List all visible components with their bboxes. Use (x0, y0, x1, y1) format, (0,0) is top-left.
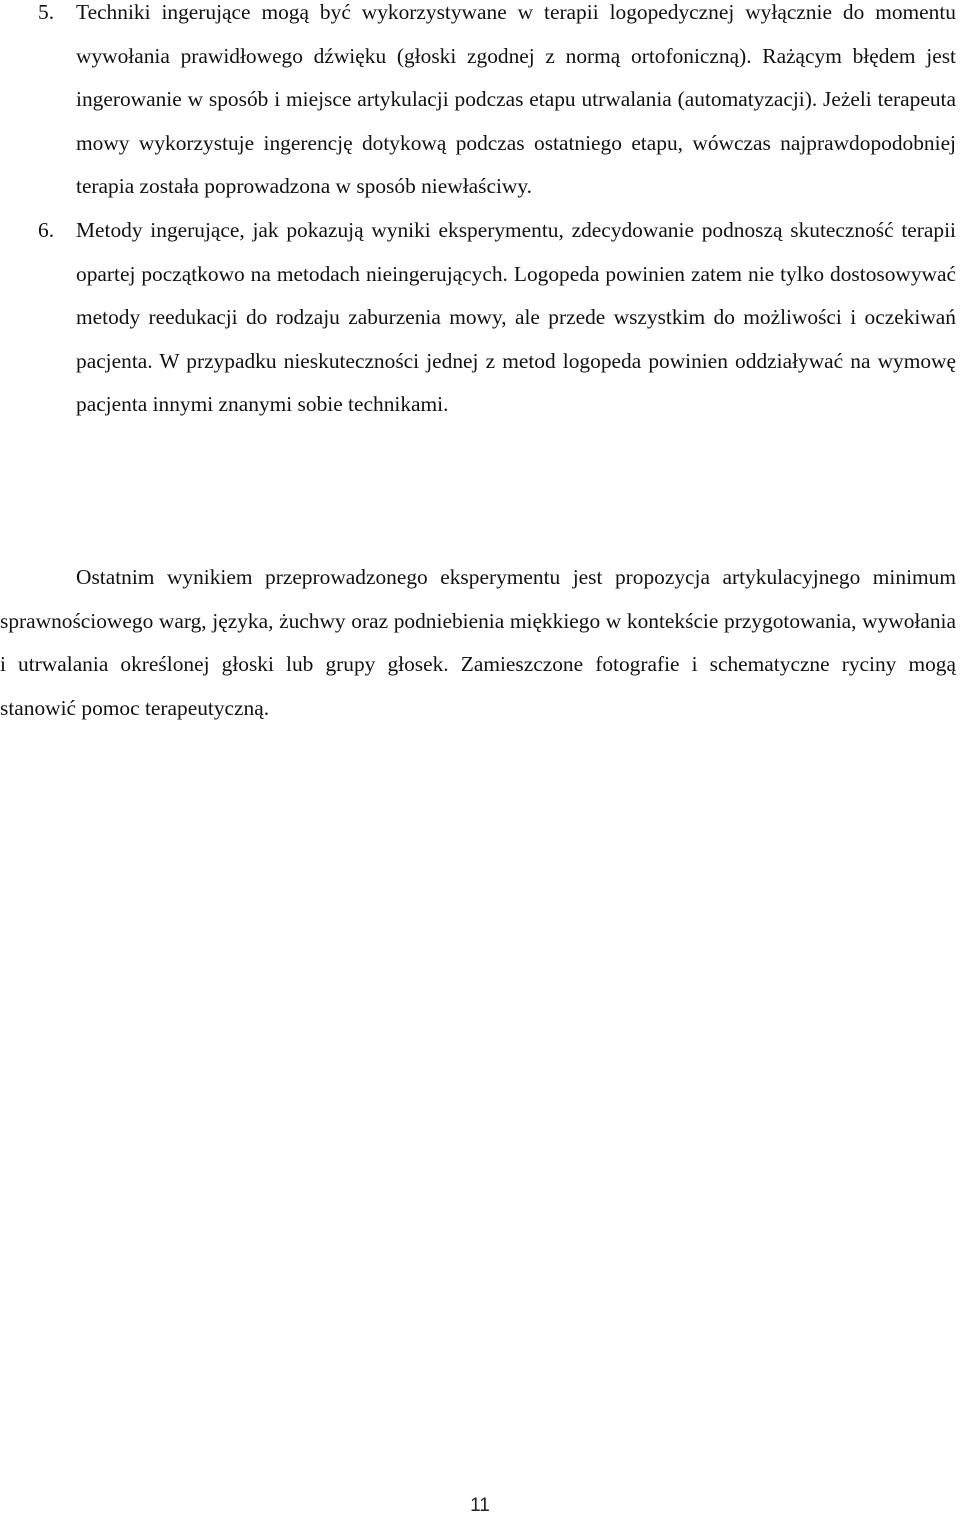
closing-paragraph: Ostatnim wynikiem przeprowadzonego eksperymentu jest propozycja artykulacyjnego minimum sprawnościowego warg, języka, żuchwy oraz podniebienia miękkiego w kontekście przygotowania, wywołania i utrwalania określonej głoski lub grupy głosek. Zamieszczone fotografie i schematyczne ryciny mogą stanowić pomoc terapeutyczną. (0, 565, 956, 720)
list-item-text: Metody ingerujące, jak pokazują wyniki eksperymentu, zdecydowanie podnoszą skuteczność terapii opartej początkowo na metodach nieingerujących. Logopeda powinien zatem nie tylko dostosowywać metody reedukacji do rodzaju zaburzenia mowy, ale przede wszystkim do możliwości i oczekiwań pacjenta. W przypadku nieskuteczności jednej z metod logopeda powinien oddziaływać na wymowę pacjenta innymi znanymi sobie technikami. (76, 217, 956, 417)
conclusions-list (0, 0, 956, 427)
page-number: 11 (470, 1495, 490, 1516)
list-item-number: 6. (38, 217, 55, 242)
list-item-text: Techniki ingerujące mogą być wykorzystywane w terapii logopedycznej wyłącznie do momentu wywołania prawidłowego dźwięku (głoski zgodnej z normą ortofoniczną). Rażącym błędem jest ingerowanie w sposób i miejsce artykulacji podczas etapu utrwalania (automatyzacji). Jeżeli terapeuta mowy wykorzystuje ingerencję dotykową podczas ostatniego etapu, wówczas najprawdopodobniej terapia została poprowadzona w sposób niewłaściwy. (76, 0, 956, 199)
list-item (0, 209, 956, 427)
list-item (0, 0, 956, 209)
list-item-number: 5. (38, 0, 55, 24)
